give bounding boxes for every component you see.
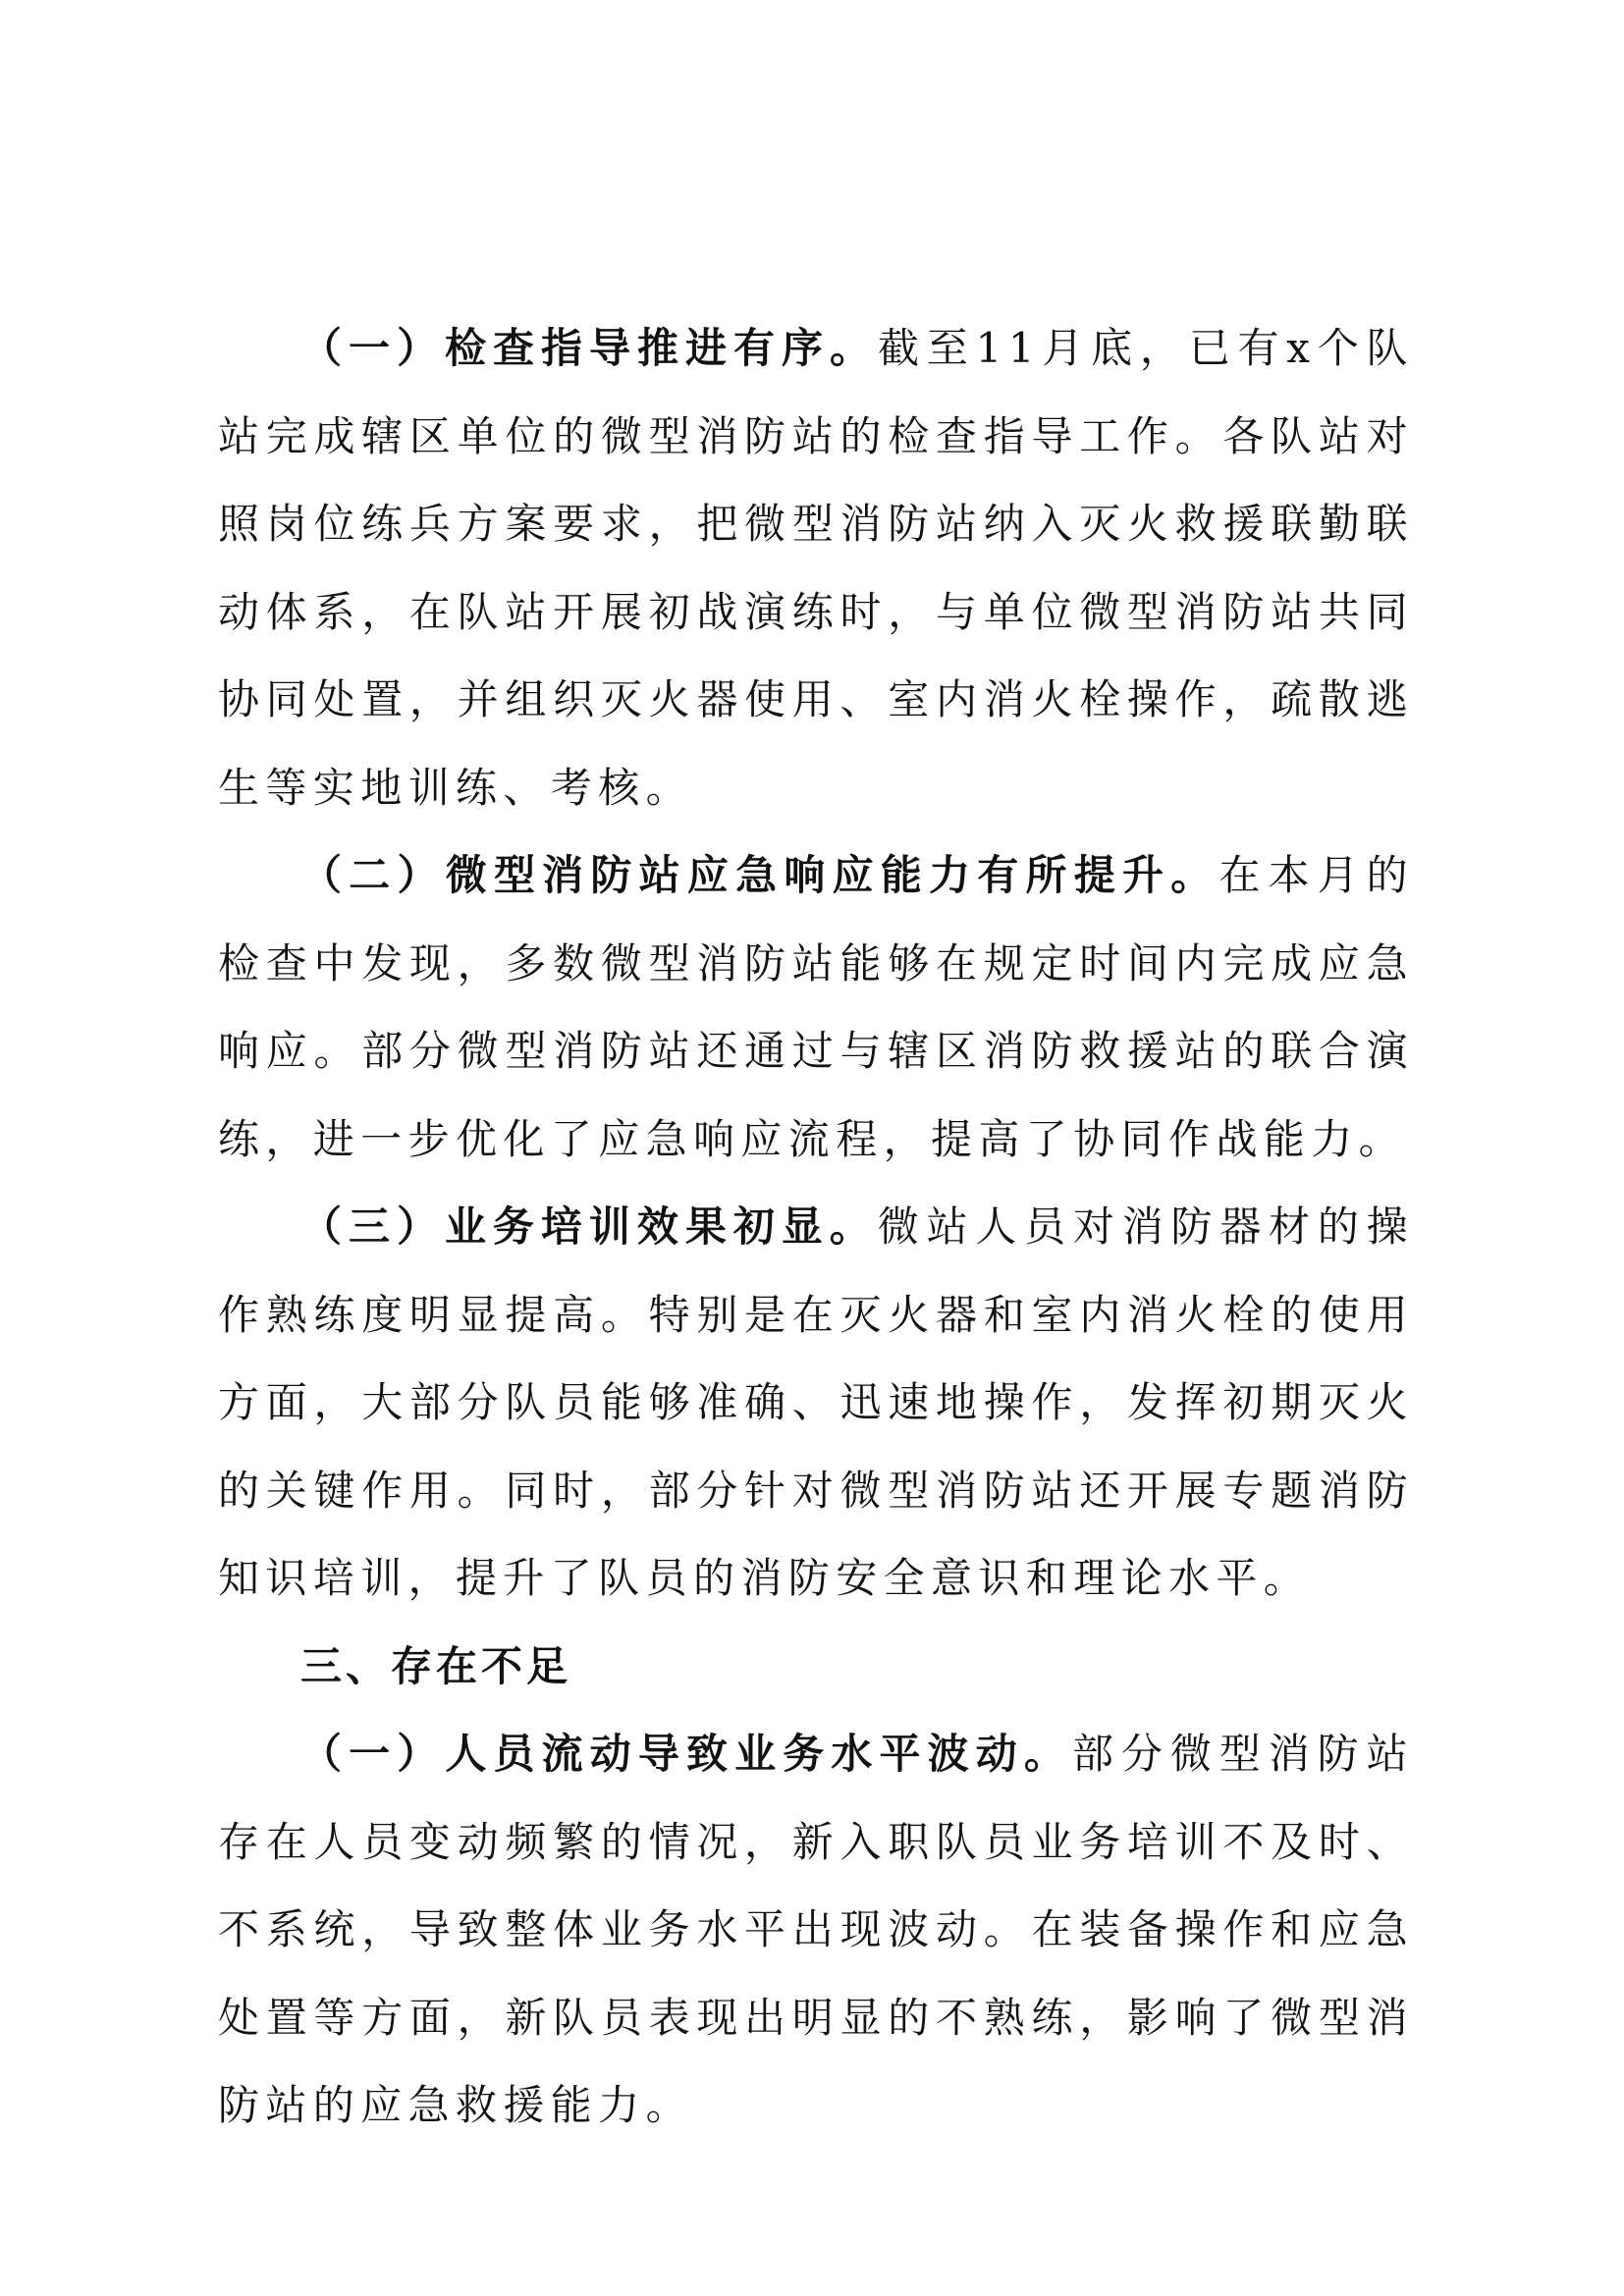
paragraph-lead: （一）人员流动导致业务水平波动。 bbox=[300, 1730, 1073, 1778]
paragraph-body: 微站人员对消防器材的操作熟练度明显提高。特别是在灭火器和室内消火栓的使用方面，大部分队员能够准确、迅速地操作，发挥初期灭火的关键作用。同时，部分针对微型消防站还开展专题消防知识培训，提升了队员的消防安全意识和理论水平。 bbox=[218, 1202, 1414, 1602]
paragraph-lead: （一）检查指导推进有序。 bbox=[300, 324, 879, 372]
paragraph-lead: （三）业务培训效果初显。 bbox=[300, 1202, 878, 1251]
section-heading: 三、存在不足 bbox=[300, 1641, 572, 1690]
paragraph-emergency-response bbox=[218, 831, 1414, 1183]
paragraph-training-results bbox=[218, 1183, 1414, 1623]
document-page bbox=[218, 304, 1414, 2150]
paragraph-body: 部分微型消防站存在人员变动频繁的情况，新入职队员业务培训不及时、不系统，导致整体业务水平出现波动。在装备操作和应急处置等方面，新队员表现出明显的不熟练，影响了微型消防站的应急救援能力。 bbox=[218, 1730, 1414, 2129]
paragraph-staff-turnover bbox=[218, 1710, 1414, 2150]
paragraph-inspection-guidance bbox=[218, 304, 1414, 831]
paragraph-lead: （二）微型消防站应急响应能力有所提升。 bbox=[300, 851, 1219, 899]
paragraph-body: 在本月的检查中发现，多数微型消防站能够在规定时间内完成应急响应。部分微型消防站还通过与辖区消防救援站的联合演练，进一步优化了应急响应流程，提高了协同作战能力。 bbox=[218, 851, 1414, 1163]
paragraph-body: 截至11月底，已有x个队站完成辖区单位的微型消防站的检查指导工作。各队站对照岗位练兵方案要求，把微型消防站纳入灭火救援联勤联动体系，在队站开展初战演练时，与单位微型消防站共同协同处置，并组织灭火器使用、室内消火栓操作，疏散逃生等实地训练、考核。 bbox=[218, 324, 1415, 812]
